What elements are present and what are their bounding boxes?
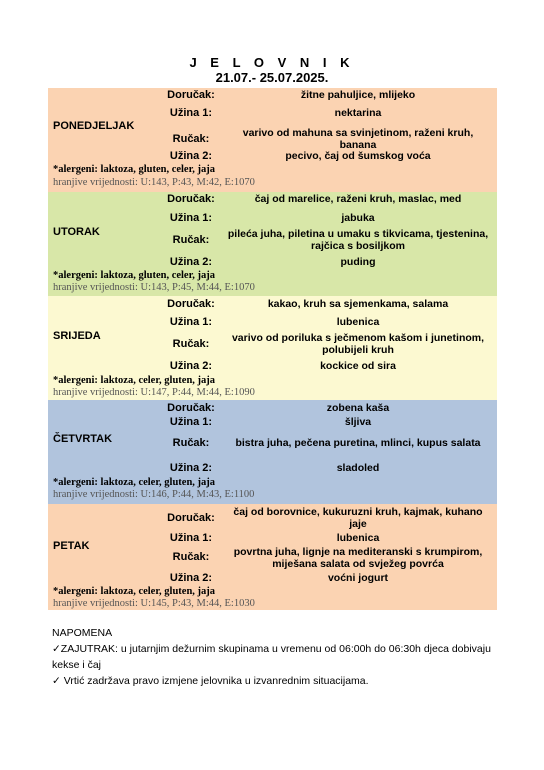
nutrition-values: hranjive vrijednosti: U:143, P:43, M:42, E:1070 xyxy=(53,177,255,188)
meal-label: Užina 1: xyxy=(169,416,213,428)
meal-label: Užina 1: xyxy=(169,212,213,224)
meal-label: Doručak: xyxy=(167,298,215,310)
day-block-thursday xyxy=(48,400,497,504)
day-name: ČETVRTAK xyxy=(53,433,113,445)
meal-label: Doručak: xyxy=(167,402,215,414)
meal-label: Užina 1: xyxy=(169,316,213,328)
notes-heading: NAPOMENA xyxy=(52,627,113,639)
date-range: 21.07.- 25.07.2025. xyxy=(215,70,329,85)
meal-label: Ručak: xyxy=(172,133,210,145)
meal-value: bistra juha, pečena puretina, mlinci, kupus salata xyxy=(235,437,481,449)
meal-value: šljiva xyxy=(344,416,372,428)
day-name: UTORAK xyxy=(53,226,100,238)
meal-label: Doručak: xyxy=(167,89,215,101)
meal-label: Užina 1: xyxy=(169,107,213,119)
meal-label: Užina 2: xyxy=(169,462,213,474)
allergens-note: *alergeni: laktoza, celer, gluten, jaja xyxy=(53,586,216,597)
day-name: PONEDJELJAK xyxy=(53,120,135,132)
meal-value: varivo od mahuna sa svinjetinom, raženi kruh, banana xyxy=(242,127,474,151)
day-block-wednesday xyxy=(48,296,497,400)
nutrition-values: hranjive vrijednosti: U:145, P:43, M:44, E:1030 xyxy=(53,598,255,609)
meal-label: Užina 2: xyxy=(169,150,213,162)
meal-value: puding xyxy=(340,256,376,268)
meal-value: kakao, kruh sa sjemenkama, salama xyxy=(267,298,449,310)
day-block-monday xyxy=(48,88,497,192)
meal-label: Užina 1: xyxy=(169,532,213,544)
day-name: SRIJEDA xyxy=(53,330,101,342)
page-title: J E L O V N I K xyxy=(189,55,355,70)
meal-value: varivo od poriluka s ječmenom kašom i junetinom, polubijeli kruh xyxy=(231,332,485,356)
meal-value: jabuka xyxy=(341,212,375,224)
day-name: PETAK xyxy=(53,540,90,552)
meal-label: Ručak: xyxy=(172,338,210,350)
nutrition-values: hranjive vrijednosti: U:143, P:45, M:44, E:1070 xyxy=(53,282,255,293)
day-block-friday xyxy=(48,504,497,610)
allergens-note: *alergeni: laktoza, gluten, celer, jaja xyxy=(53,270,216,281)
meal-value: nektarina xyxy=(334,107,382,119)
meal-value: sladoled xyxy=(336,462,380,474)
meal-label: Užina 2: xyxy=(169,360,213,372)
meal-value: lubenica xyxy=(336,316,380,328)
day-block-tuesday xyxy=(48,192,497,296)
allergens-note: *alergeni: laktoza, celer, gluten, jaja xyxy=(53,375,216,386)
meal-label: Ručak: xyxy=(172,437,210,449)
meal-value: zobena kaša xyxy=(326,402,390,414)
meal-value: lubenica xyxy=(336,532,380,544)
meal-label: Užina 2: xyxy=(169,572,213,584)
meal-value: kockice od sira xyxy=(320,360,396,372)
meal-label: Doručak: xyxy=(167,512,215,524)
meal-label: Ručak: xyxy=(172,234,210,246)
meal-value: čaj od borovnice, kukuruzni kruh, kajmak, kuhano jaje xyxy=(233,506,483,530)
allergens-note: *alergeni: laktoza, celer, gluten, jaja xyxy=(53,477,216,488)
notes-line-breakfast: ✓ZAJUTRAK: u jutarnjim dežurnim skupinama u vremenu od 06:00h do 06:30h djeca dobivaju kekse i čaj xyxy=(52,643,491,671)
meal-value: pecivo, čaj od šumskog voća xyxy=(285,150,431,162)
menu-table xyxy=(48,88,497,610)
nutrition-values: hranjive vrijednosti: U:146, P:44, M:43, E:1100 xyxy=(53,489,255,500)
meal-label: Užina 2: xyxy=(169,256,213,268)
meal-value: povrtna juha, lignje na mediteranski s krumpirom, miješana salata od svježeg povrća xyxy=(233,546,483,570)
meal-value: čaj od marelice, raženi kruh, maslac, med xyxy=(254,193,462,205)
meal-value: pileća juha, piletina u umaku s tikvicama, tjestenina, rajčica s bosiljkom xyxy=(227,228,489,252)
meal-label: Doručak: xyxy=(167,193,215,205)
meal-value: voćni jogurt xyxy=(327,572,389,584)
notes-line-changes: ✓ Vrtić zadržava pravo izmjene jelovnika u izvanrednim situacijama. xyxy=(52,675,369,687)
meal-value: žitne pahuljice, mlijeko xyxy=(300,89,416,101)
allergens-note: *alergeni: laktoza, gluten, celer, jaja xyxy=(53,164,216,175)
meal-label: Ručak: xyxy=(172,551,210,563)
nutrition-values: hranjive vrijednosti: U:147, P:44, M:44, E:1090 xyxy=(53,387,255,398)
